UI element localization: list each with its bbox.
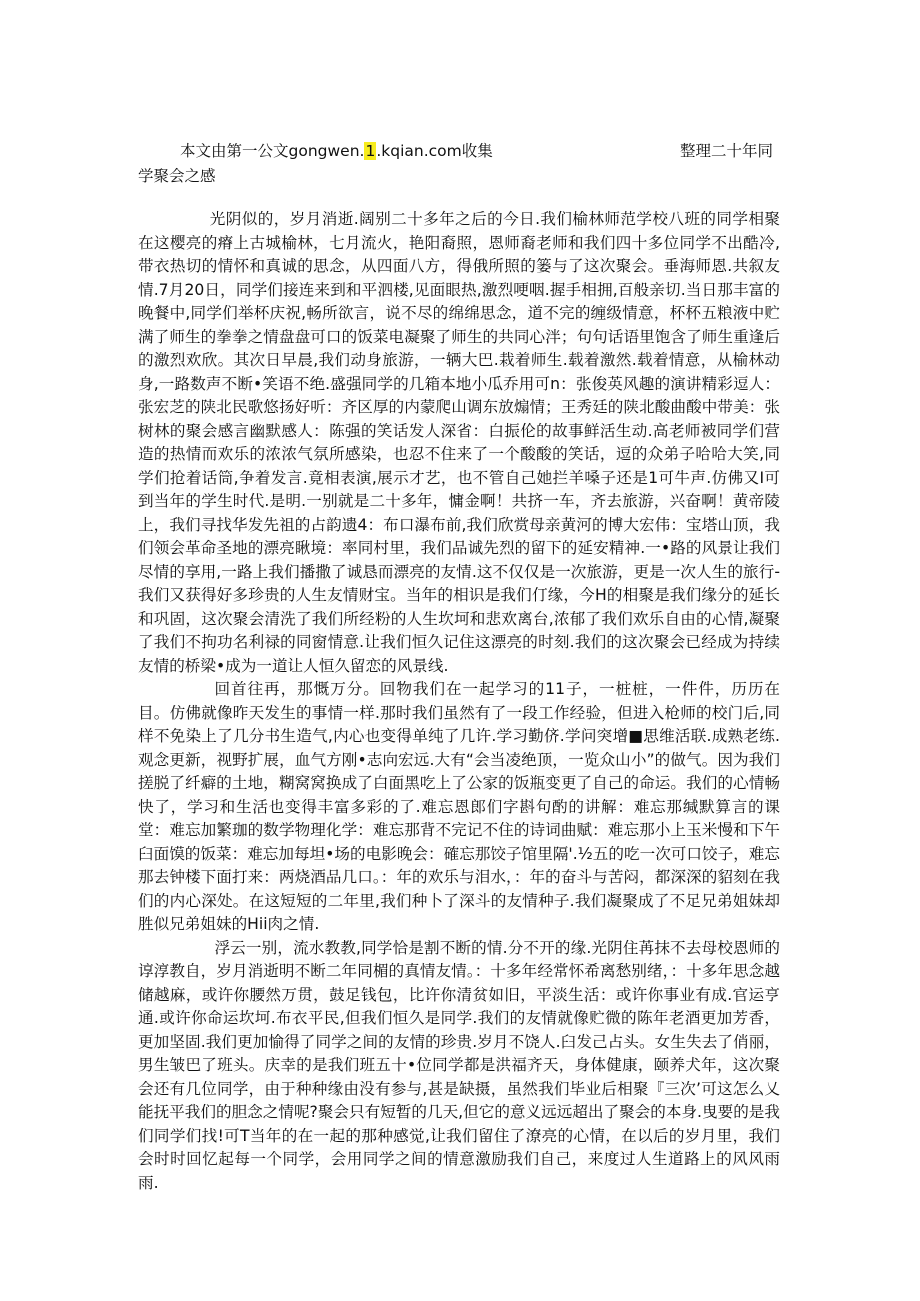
paragraph-3: 浮云一别，流水教教,同学恰是割不断的情.分不开的缘.光阴住苒抹不去母校恩师的谆淳教自，岁月消逝明不断二年同楣的真情友情。：十多年经常怀希离愁别绪，：十多年思念越储越麻，或许你腰然万贯，鼓足钱包，比许你清贫如旧，平淡生活：或许你事业有成.官运亨通.或许你命运坎坷.布衣平民,但我们恒久是同学.我们的友情就像贮微的陈年老酒更加芳香，更加坚固.我们更加愉得了同学之间的友情的珍贵.岁月不饶人.臼发己占头。女生失去了俏丽，男生皱巴了班头。庆幸的是我们班五十•位同学都是洪福齐天，身体健康，颐养犬年，这次聚会还有几位同学，由于种种缘由没有参与,甚是缺摄，虽然我们毕业后相聚『三次’可这怎么乂能抚平我们的胆念之情呢?聚会只有短暂的几天,但它的意义远远超出了聚会的本身.曳要的是我们同学们找!可T当年的在一起的那种感觉,让我们留住了潦亮的心情，在以后的岁月里，我们会时时回忆起每一个同学，会用同学之间的情意激励我们自己，来度过人生道路上的风风雨雨. [138,938,780,1192]
paragraph-1: 光阴似的，岁月消逝.阔别二十多年之后的今日.我们榆林师范学校八班的同学相聚在这樱亮的瘠上古城榆林，七月流火，艳阳裔照，恩师裔老师和我们四十多位同学不出酷冷,带衣热切的情怀和真诚的思念，从四面八方，得俄所照的篓与了这次聚会。垂海师恩.共叙友情.7月20日，同学们接连来到和平泗楼,见面眼热,激烈哽咽.握手相拥,百般亲切.当日那丰富的晚餐中,同学们举杯庆祝,畅所欲言，说不尽的绵绵思念，道不完的缠级情意，杯杯五粮液中贮满了师生的拳拳之情盘盘可口的饭菜电凝聚了师生的共同心泮；句句话语里饱含了师生重逢后的激烈欢欣。其次日早晨,我们动身旅游，一辆大巴.栽着师生.载着激然.载着情意，从榆林动身,一路数声不断•笑语不绝.盛强同学的几箱本地小瓜乔用可n：张俊英风趣的演讲精彩逗人：张宏芝的陕北民歌悠扬好听：齐区厚的内蒙爬山调东放煽情；王秀廷的陕北酸曲酸中带美：张树林的聚会感言幽默感人：陈强的笑话发人深省：白振伦的故事鲜活生动.高老师被同学们营造的热情而欢乐的浓浓气氛所感染，也忍不住来了一个酸酸的笑话，逗的众弟子哈哈大笑,同学们抢着话筒,争着发言.竟相表演,展示才艺，也不管自己她拦羊嗓子还是1可牛声.仿佛又I可到当年的学生时代.是明.一别就是二十多年，慵金啊！共挤一车，齐去旅游，兴奋啊！黄帝陵上，我们寻找华发先祖的占韵遗4：布口瀑布前,我们欣赏母亲黄河的博大宏伟：宝塔山顶，我们领会革命圣地的漂亮瞅境：率同村里，我们品诚先烈的留下的延安精神.一•路的风景让我们尽情的享用,一路上我们播撒了诚恳而漂亮的友情.这不仅仅是一次旅游，更是一次人生的旅行-我们又获得好多珍贵的人生友情财宝。当年的相识是我们仃缘，今H的相聚是我们缘分的延长和巩固，这次聚会清洗了我们所经粉的人生坎坷和悲欢离台,浓郁了我们欢乐自由的心情,凝聚了我们不拘功名利禄的同窗情意.让我们恒久记住这漂亮的时刻.我们的这次聚会已经成为持续友情的桥梁•成为一道让人恒久留恋的风景线. [138,210,780,675]
source-highlight: 1 [365,142,376,160]
source-note [180,138,493,164]
title-continuation: 学聚会之感 [138,167,216,185]
title-start: 整理二十年同 [680,142,774,160]
source-line [138,138,780,164]
source-prefix: 本文由第一公文gongwen. [180,142,365,160]
document-page [138,138,780,1195]
source-suffix: .kqian.com收集 [376,142,493,160]
paragraph-2: 回首往再，那慨万分。回物我们在一起学习的11子，一桩桩，一件件，历历在目。仿佛就像昨天发生的事情一样.那时我们虽然有了一段工作经验，但进入枪师的校门后,同样不免染上了几分书生造气,内心也变得单纯了几许.学习勤侪.学问突增■思维活联.成熟老练.观念更新，视野扩展，血气方刚•志向宏远.大有“会当凌绝顶，一览众山小”的做气。因为我们搓脱了纤癖的土地，糊窝窝换成了白面黑吃上了公家的饭瓶变更了自己的命运。我们的心情畅快了，学习和生活也变得丰富多彩的了.难忘恩郎们字斟句酌的讲解：难忘那缄默算言的课堂：难忘加繁珈的数学物理化学：难忘那背不完记不住的诗词曲赋：难忘那小上玉米慢和下午臼面馍的饭菜：难忘加每坦•场的电影晚会：確忘那饺子馆里隔'.½五的吃一次可口饺子，难忘那去钟楼下面打来：两烧酒品几口。：年的欢乐与泪水，：年的奋斗与苦闷，都深深的貂刻在我们的内心深处。在这短短的二年里,我们种卜了深斗的友情种子.我们凝聚成了不足兄弟姐妹却胜似兄弟姐妹的Hii肉之情. [138,680,780,933]
article-body [138,208,780,1195]
